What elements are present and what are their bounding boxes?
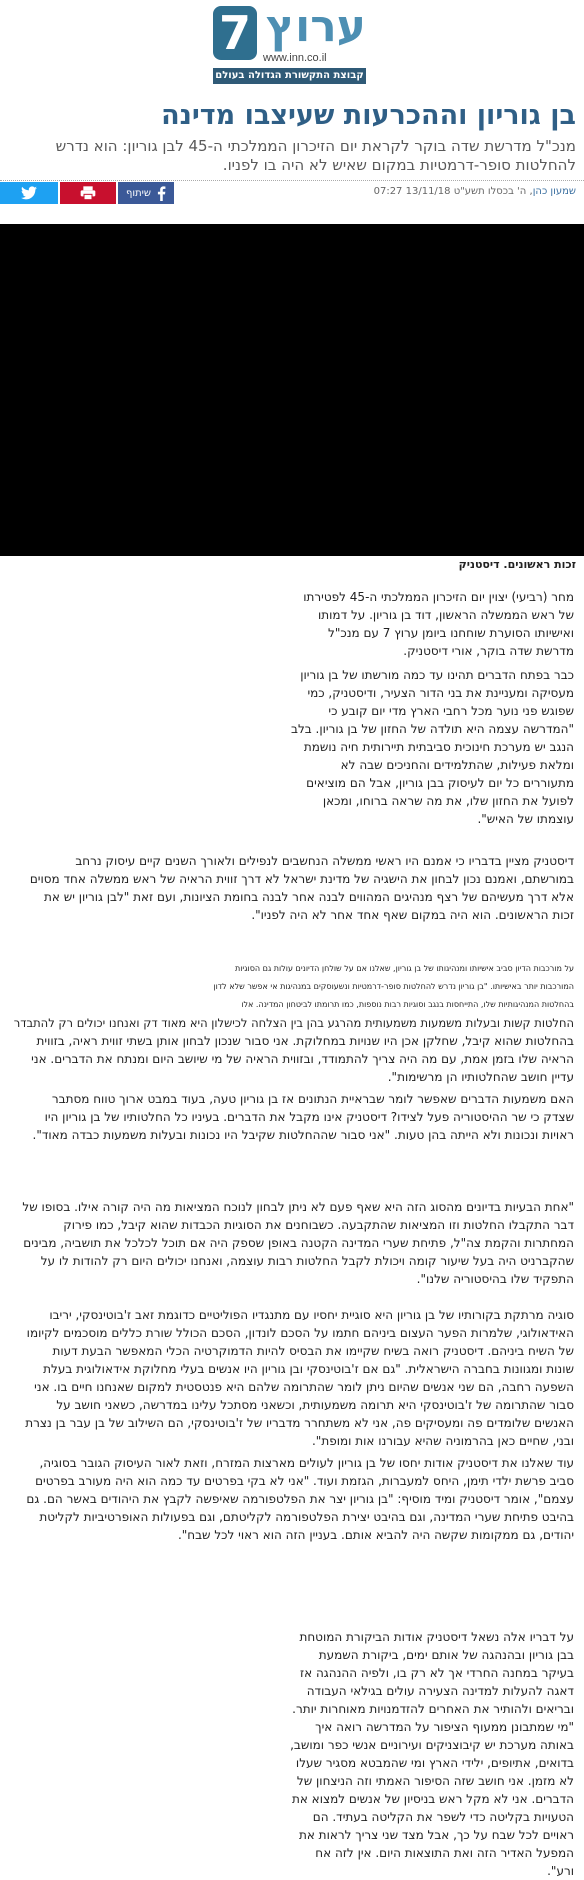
publish-date: , ה' בכסלו תשע"ט 13/11/18 07:27 [373,186,533,197]
article-title: בן גוריון וההכרעות שעיצבו מדינה [161,100,576,131]
print-button[interactable] [60,182,116,204]
paragraph-line: לפועל את החזון שלו, את מה שראה ברוחו, ומכאן [322,794,574,808]
paragraph-line: עצמם", אומר דיסטניק ומיד מוסיף: "בן גוריון יצר את הפלטפורמה שאיפשה לקבץ את היהודים באשר הם. גם [26,1492,574,1506]
paragraph-line: לא מזמן. אני חושב שזה הסיפור האמתי וזה הניצחון של [296,1774,574,1788]
paragraph-line: סוגיה מרתקת בקורותיו של בן גוריון היא סוגיית יחסיו עם מתנגדיו הפוליטיים כדוגמת זאב ז'בוטינסקי, יריבו [49,1308,574,1322]
paragraph-line: דבר התקבלו החלטות וזו המציאות שהתקבעה. כשבוחנים את הסוגיות הכבדות שהוא קיבל, כמו פירוק [63,1218,574,1232]
paragraph-line: מעסיקה ומעניינת את בני הדור הצעיר, ודיסטניק, כמי [307,686,574,700]
paragraph-line: של השיח ביניהם. דיסטניק רואה בשיח שקיימו את הבסיס להיות הדמוקרטיה הכלי המאפשר הבעת דעות [52,1344,574,1358]
paragraph-line: סביב פרשת ילדי תימן, היחס למעברות, הגזמת ועוד. "אני לא בקי בפרטים עד כמה הוא היה מעורב בפרטים [35,1474,574,1488]
paragraph-line: ובני, שחיים כאן בהרמוניה שהיא עבורנו אות ומופת". [311,1434,574,1448]
article-paragraph [30,852,574,924]
article-paragraph [303,588,574,660]
facebook-share-label: שיתוף [125,187,151,199]
article-paragraph [33,1090,575,1144]
paragraph-line: ורע". [547,1864,574,1878]
article-paragraph [14,960,574,1086]
site-header [0,0,584,97]
paragraph-line: מתעוררים כל יום לעיסוק בבן גוריון, אבל הם מוציאים [306,776,574,790]
paragraph-line: "מי שמתבונן ממעוף הציפור על המדרשה רואה איך [315,1720,574,1734]
paragraph-line: בבן גוריון ובהנהגה של אותם ימים, ביקורת השמעת [318,1648,574,1662]
paragraph-line: האם משמעות הדברים שאפשר לומר שבראיית הנתונים אז בן גוריון טעה, בעוד במבט ארוך טווח מסתבר [51,1092,574,1106]
paragraph-line: שפוגש פני נוער מכל רחבי הארץ מדי יום קובע כי [328,704,574,718]
article-paragraph [290,1628,574,1880]
paragraph-line: עוצמתו של האיש". [477,812,574,826]
facebook-f-icon [157,186,166,201]
article-paragraph [291,666,574,828]
paragraph-line: זכות הראשונים. הוא היה במקום שאף אחד אחר לא היה לפניו". [251,908,574,922]
paragraph-line: הראיה שלו בזמן אמת, עם מה היה צריך להתמודד, ובזווית הראיה של מי שיושב היום ומנתח את הדברים. אני [31,1052,574,1066]
paragraph-line: המורכבות יותר באישיותו. "בן גוריון נדרש להחלטות סופר-דרמטיות ונשעוסקים במנהיגות אי אפשר שלא לדון [213,982,574,991]
share-bar [0,182,172,204]
paragraph-line: סבור שהתרומה של ז'בוטינסקי היא תרומה משמעותית, וכשאני מסתכל עלינו במדרשה, כשאני חושב על [56,1398,574,1412]
paragraph-line: הטעויות בקליטה כדי לשפר את הקליטה בעתיד. הם [312,1810,574,1824]
paragraph-line: של ראש הממשלה הראשון, דוד בן גוריון. על דמותו [318,608,574,622]
twitter-share-button[interactable] [0,182,58,204]
article-byline [374,186,576,197]
paragraph-line: בהחלטות המנהיגותיות שלו, התייחסות בנגב וסוגיות רבות נוספות, כמו תרומתו לביטחון המדינה. אלו [241,1000,574,1009]
paragraph-line: המחתרות והקמת צה"ל, פתיחת שערי המדינה הקטנה באופן שספק היה אם תוכל לכלכל את תושביה, מבינים [23,1236,574,1250]
image-caption: זכות ראשונים. דיסטניק [458,558,576,571]
paragraph-line: מחר (רביעי) יצוין יום הזיכרון הממלכתי ה-45 לפטירתו [303,590,574,604]
paragraph-line: אלא דרך מעשיהם של רצף מנהיגים המהווים לבנה אחר לבנה בחומת הציונות, ועם זאת "לבן גוריון יש את [44,890,574,904]
paragraph-line: התפקיד שלו בהיסטוריה שלנו". [416,1272,574,1286]
article-paragraph [25,1306,574,1450]
paragraph-line: כבר בפתח הדברים תהינו עד כמה מורשתו של בן גוריון [300,668,574,682]
twitter-bird-icon [21,186,37,200]
paragraph-line: בעיקר במחנה החרדי אך לא רק בו, ולפיה ההנהגה אז [299,1666,574,1680]
printer-icon [80,186,96,200]
paragraph-line: המפעל האדיר הזה ואת התוצאות היום. אין לזה אח [315,1846,574,1860]
paragraph-line: השפעה רחבה, הם שני אנשים שהיום ניתן לומר שהתרומה שלהם היא פנטסטית למקום שאנחנו חיים בו. אני [34,1380,574,1394]
article-subtitle [8,137,576,175]
paragraph-line: שצדק כי שר ההיסטוריה פעל לצידו? דיסטניק אינו מקבל את הדברים. בעיניו כל החלטותיו של בן גוריון היו [44,1110,574,1124]
paragraph-line: ומלאת פעילות, שהתלמידים והחניכים שבה לא [340,758,574,772]
paragraph-line: הדברים. אני לא מקל ראש בניסיון של אנשים למצוא את [291,1792,574,1806]
paragraph-line: הנגב יש מערכת חינוכית סביבתית תיירותית חיה נושמת [303,740,574,754]
paragraph-line: האנשים שלומדים פה ומעסיקים פה, אני לא משתחרר מדבריו של ז'בוטינסקי, הם השילוב של בן עבר בן נצרת [25,1416,574,1430]
subtitle-line: מנכ"ל מדרשת שדה בוקר לקראת יום הזיכרון הממלכתי ה-45 לבן גוריון: הוא נדרש [55,137,576,155]
paragraph-line: עדיין חושב שהחלטותיו הן מרשימות". [387,1070,574,1084]
logo-wordmark: ערוץ [266,1,366,52]
paragraph-line: בהחלטות שהוא קיבל, שחלקן אכן היו שנויות במחלוקת. אני סבור שנכון לבחון אותן בשתי זווית ראיה, בזווית [36,1034,574,1048]
paragraph-line: "המדרשה עצמה היא תולדה של החזון של בן גוריון. בלב [291,722,574,736]
paragraph-line: מדרשת שדה בוקר, אורי דיסטניק. [403,644,574,658]
site-logo[interactable] [213,1,366,97]
article-paragraph [22,1198,574,1288]
author-link[interactable]: שמעון כהן [532,186,576,197]
logo-number-badge: 7 [213,6,257,60]
paragraph-line: שהקברניט היה בעל שיעור קומה ויכולת לקבל החלטות רבות עוצמה, ואנחנו יכולים היום רק להודות לו על [40,1254,574,1268]
paragraph-line: באותה מערכת יש קיבוצניקים ועירוניים אנשי כפר ומושב, [290,1738,574,1752]
facebook-share-button[interactable] [118,182,174,204]
paragraph-line: על דבריו אלה נשאל דיסטניק אודות הביקורת המוטחת [299,1630,574,1644]
paragraph-line: בדואים, אתיופים, ילידי הארץ ומי שהמבטא מסגיר שעלו [295,1756,574,1770]
paragraph-line: האידאולוגי, שלמרות הפער העצום ביניהם חתמו על הסכם לונדון, הסכם הכולל שורת כללים מוסכמים לקיומו [26,1326,574,1340]
paragraph-line: ובריאים ולהותיר את האחרים להזדמנויות מאוחרות יותר. [292,1702,574,1716]
paragraph-line: ראויות ונכונות ולא הייתה בהן טעות. "אני סבור שההחלטות שקיבל היו נכונות ובעלות משמעות כבדה מאוד". [32,1128,574,1142]
logo-url: www.inn.co.il [263,52,327,64]
paragraph-line: ואישיותו הסוערת שוחחנו ביומן ערוץ 7 עם מנכ"ל [328,626,574,640]
paragraph-line: החלטות קשות ובעלות משמעות משמעותית מהרגע בהן בין הצלחה לכישלון היא מאוד דק ואנחנו יכולים רק להתבדר [13,1016,574,1030]
video-player[interactable] [0,224,584,556]
dotted-divider [0,180,584,181]
paragraph-line: דיסטניק מציין בדבריו כי אמנם היו ראשי ממשלה הנחשבים לנפילים ולאורך השנים קיים עיסוק נרחב [75,854,574,868]
paragraph-line: "אחת הבעיות בדיונים מהסוג הזה היא שאף פעם לא ניתן לבחון לנוכח המציאות מה היה קורה אילו. בסופו של [22,1200,574,1214]
logo-tagline: קבוצת התקשורת הגדולה בעולם היהודי [213,68,366,84]
paragraph-line: ראויים לכל שבח על כך, אבל מצד שני צריך לראות את [298,1828,574,1842]
article-paragraph [26,1454,574,1544]
paragraph-line: בהיבט פתיחת שערי המדינה, וגם בהיבט יצירת הפלטפורמה לקליטתם, וגם בפעולות האופרטיביות לקליטת [39,1510,574,1524]
paragraph-line: שונות ומגוונות בחברה הישראלית. "גם אם ז'בוטינסקי ובן גוריון היו אנשים בעלי מחלוקת אידאולוגית בעלת [43,1362,574,1376]
paragraph-line: דאגה להעלות למדינה הצעירה עולים בגילאי העבודה [306,1684,574,1698]
paragraph-line: יהודים, גם ממקומות שקשה היה להביא אותם. בעניין הזה הוא ראוי לכל שבח". [177,1528,574,1542]
paragraph-line: על מורכבות הדיון סביב אישיותו ומנהיגותו של בן גוריון, שאלנו אם על שולחן הדיונים עולות גם הסוגיות [234,964,574,973]
paragraph-line: עוד שאלנו את דיסטניק אודות יחסו של בן גוריון לעולים מארצות המזרח, וזאת לאור העיסוק הגובר בסוגיה, [39,1456,574,1470]
paragraph-line: במורשתם, ואמנם נכון לבחון את הישגיה של מדינת ישראל לא דרך זווית הראיה של ראש ממשלה אחד מסוים [29,872,574,886]
subtitle-line: להחלטות סופר-דרמטיות במקום שאיש לא היה בו לפניו. [222,156,576,174]
